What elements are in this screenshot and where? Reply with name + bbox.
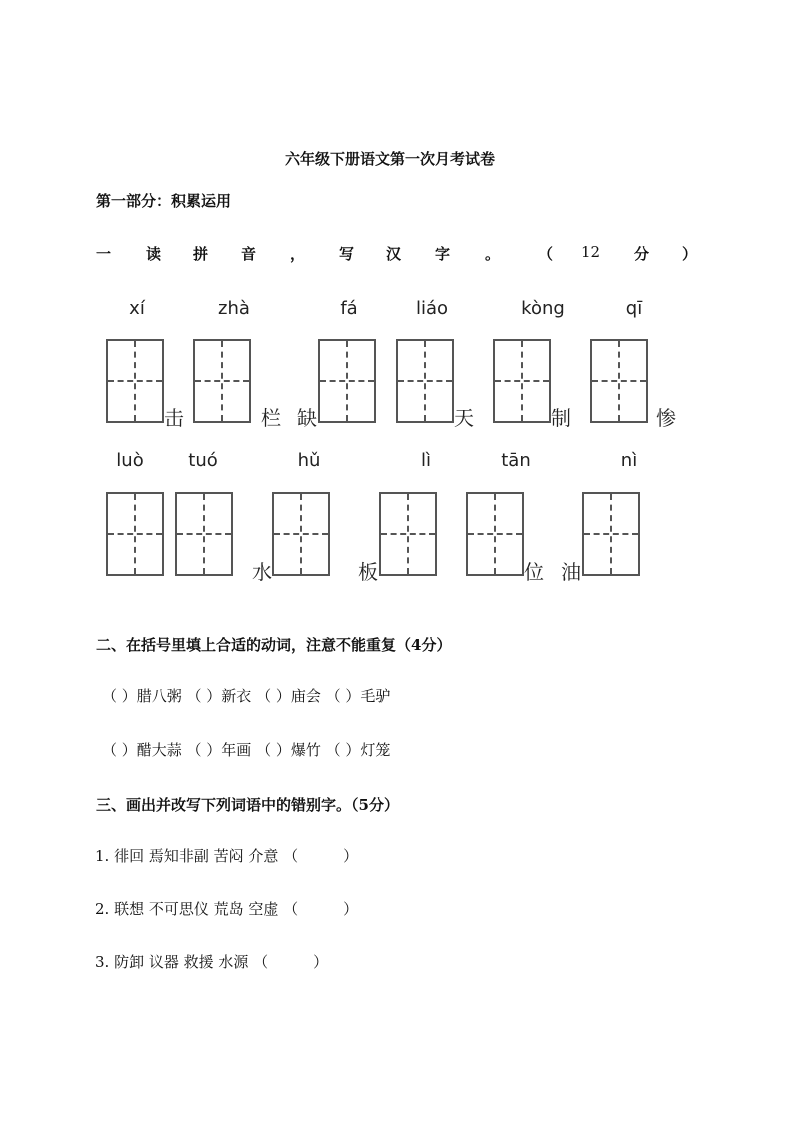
- q1-char: 12: [581, 243, 601, 261]
- writing-box[interactable]: [193, 339, 251, 423]
- pinyin-label: xí: [129, 298, 145, 319]
- writing-box[interactable]: [106, 339, 164, 423]
- writing-box[interactable]: [582, 492, 640, 576]
- pinyin-label: liáo: [415, 298, 449, 319]
- q1-char: 拼: [193, 245, 209, 263]
- q1-char: 汉: [386, 245, 402, 263]
- pinyin-label: tuó: [188, 450, 218, 471]
- q1-char: 字: [435, 245, 451, 263]
- pinyin-label: kòng: [521, 298, 565, 319]
- pinyin-label: lì: [420, 450, 432, 471]
- q3-item: 3. 防卸 议器 救援 水源 （ ）: [95, 953, 329, 971]
- q1-char: （: [538, 245, 554, 263]
- writing-box[interactable]: [590, 339, 648, 423]
- page-title: 六年级下册语文第一次月考试卷: [285, 150, 496, 168]
- given-char: 水: [252, 560, 272, 584]
- pinyin-label: zhà: [218, 298, 250, 319]
- given-char: 惨: [656, 406, 676, 430]
- writing-box[interactable]: [493, 339, 551, 423]
- given-char: 栏: [261, 406, 281, 430]
- q3-heading: 三、画出并改写下列词语中的错别字。（5分）: [96, 796, 399, 814]
- q1-char: 。: [485, 245, 501, 263]
- q1-char: 一: [96, 245, 112, 263]
- writing-box[interactable]: [318, 339, 376, 423]
- q1-char: 读: [146, 245, 162, 263]
- q1-char: 分: [634, 245, 650, 263]
- writing-box[interactable]: [106, 492, 164, 576]
- q2-heading: 二、在括号里填上合适的动词，注意不能重复（4分）: [96, 636, 452, 654]
- pinyin-label: luò: [116, 450, 144, 471]
- given-char: 天: [454, 406, 474, 430]
- given-char: 板: [358, 560, 378, 584]
- pinyin-label: fá: [340, 298, 358, 319]
- given-char: 油: [561, 560, 581, 584]
- given-char: 位: [524, 560, 544, 584]
- given-char: 缺: [297, 406, 317, 430]
- writing-box[interactable]: [272, 492, 330, 576]
- pinyin-label: hǔ: [297, 450, 321, 471]
- writing-box[interactable]: [396, 339, 454, 423]
- q2-line: （ ）醋大蒜 （ ）年画 （ ）爆竹 （ ）灯笼: [102, 741, 391, 759]
- part1-heading: 第一部分：积累运用: [96, 192, 232, 210]
- q1-char: 音: [241, 245, 257, 263]
- q1-char: ）: [682, 245, 698, 263]
- q1-char: 写: [339, 245, 355, 263]
- pinyin-label: qī: [625, 298, 643, 319]
- q3-item: 1. 徘回 焉知非副 苦闷 介意 （ ）: [95, 847, 359, 865]
- q1-char: ，: [290, 245, 306, 263]
- q2-line: （ ）腊八粥 （ ）新衣 （ ）庙会 （ ）毛驴: [102, 687, 391, 705]
- q3-item: 2. 联想 不可思仪 荒岛 空虚 （ ）: [95, 900, 359, 918]
- writing-box[interactable]: [466, 492, 524, 576]
- pinyin-label: tān: [501, 450, 531, 471]
- given-char: 制: [551, 406, 571, 430]
- writing-box[interactable]: [175, 492, 233, 576]
- pinyin-label: nì: [620, 450, 638, 471]
- writing-box[interactable]: [379, 492, 437, 576]
- given-char: 击: [164, 406, 184, 430]
